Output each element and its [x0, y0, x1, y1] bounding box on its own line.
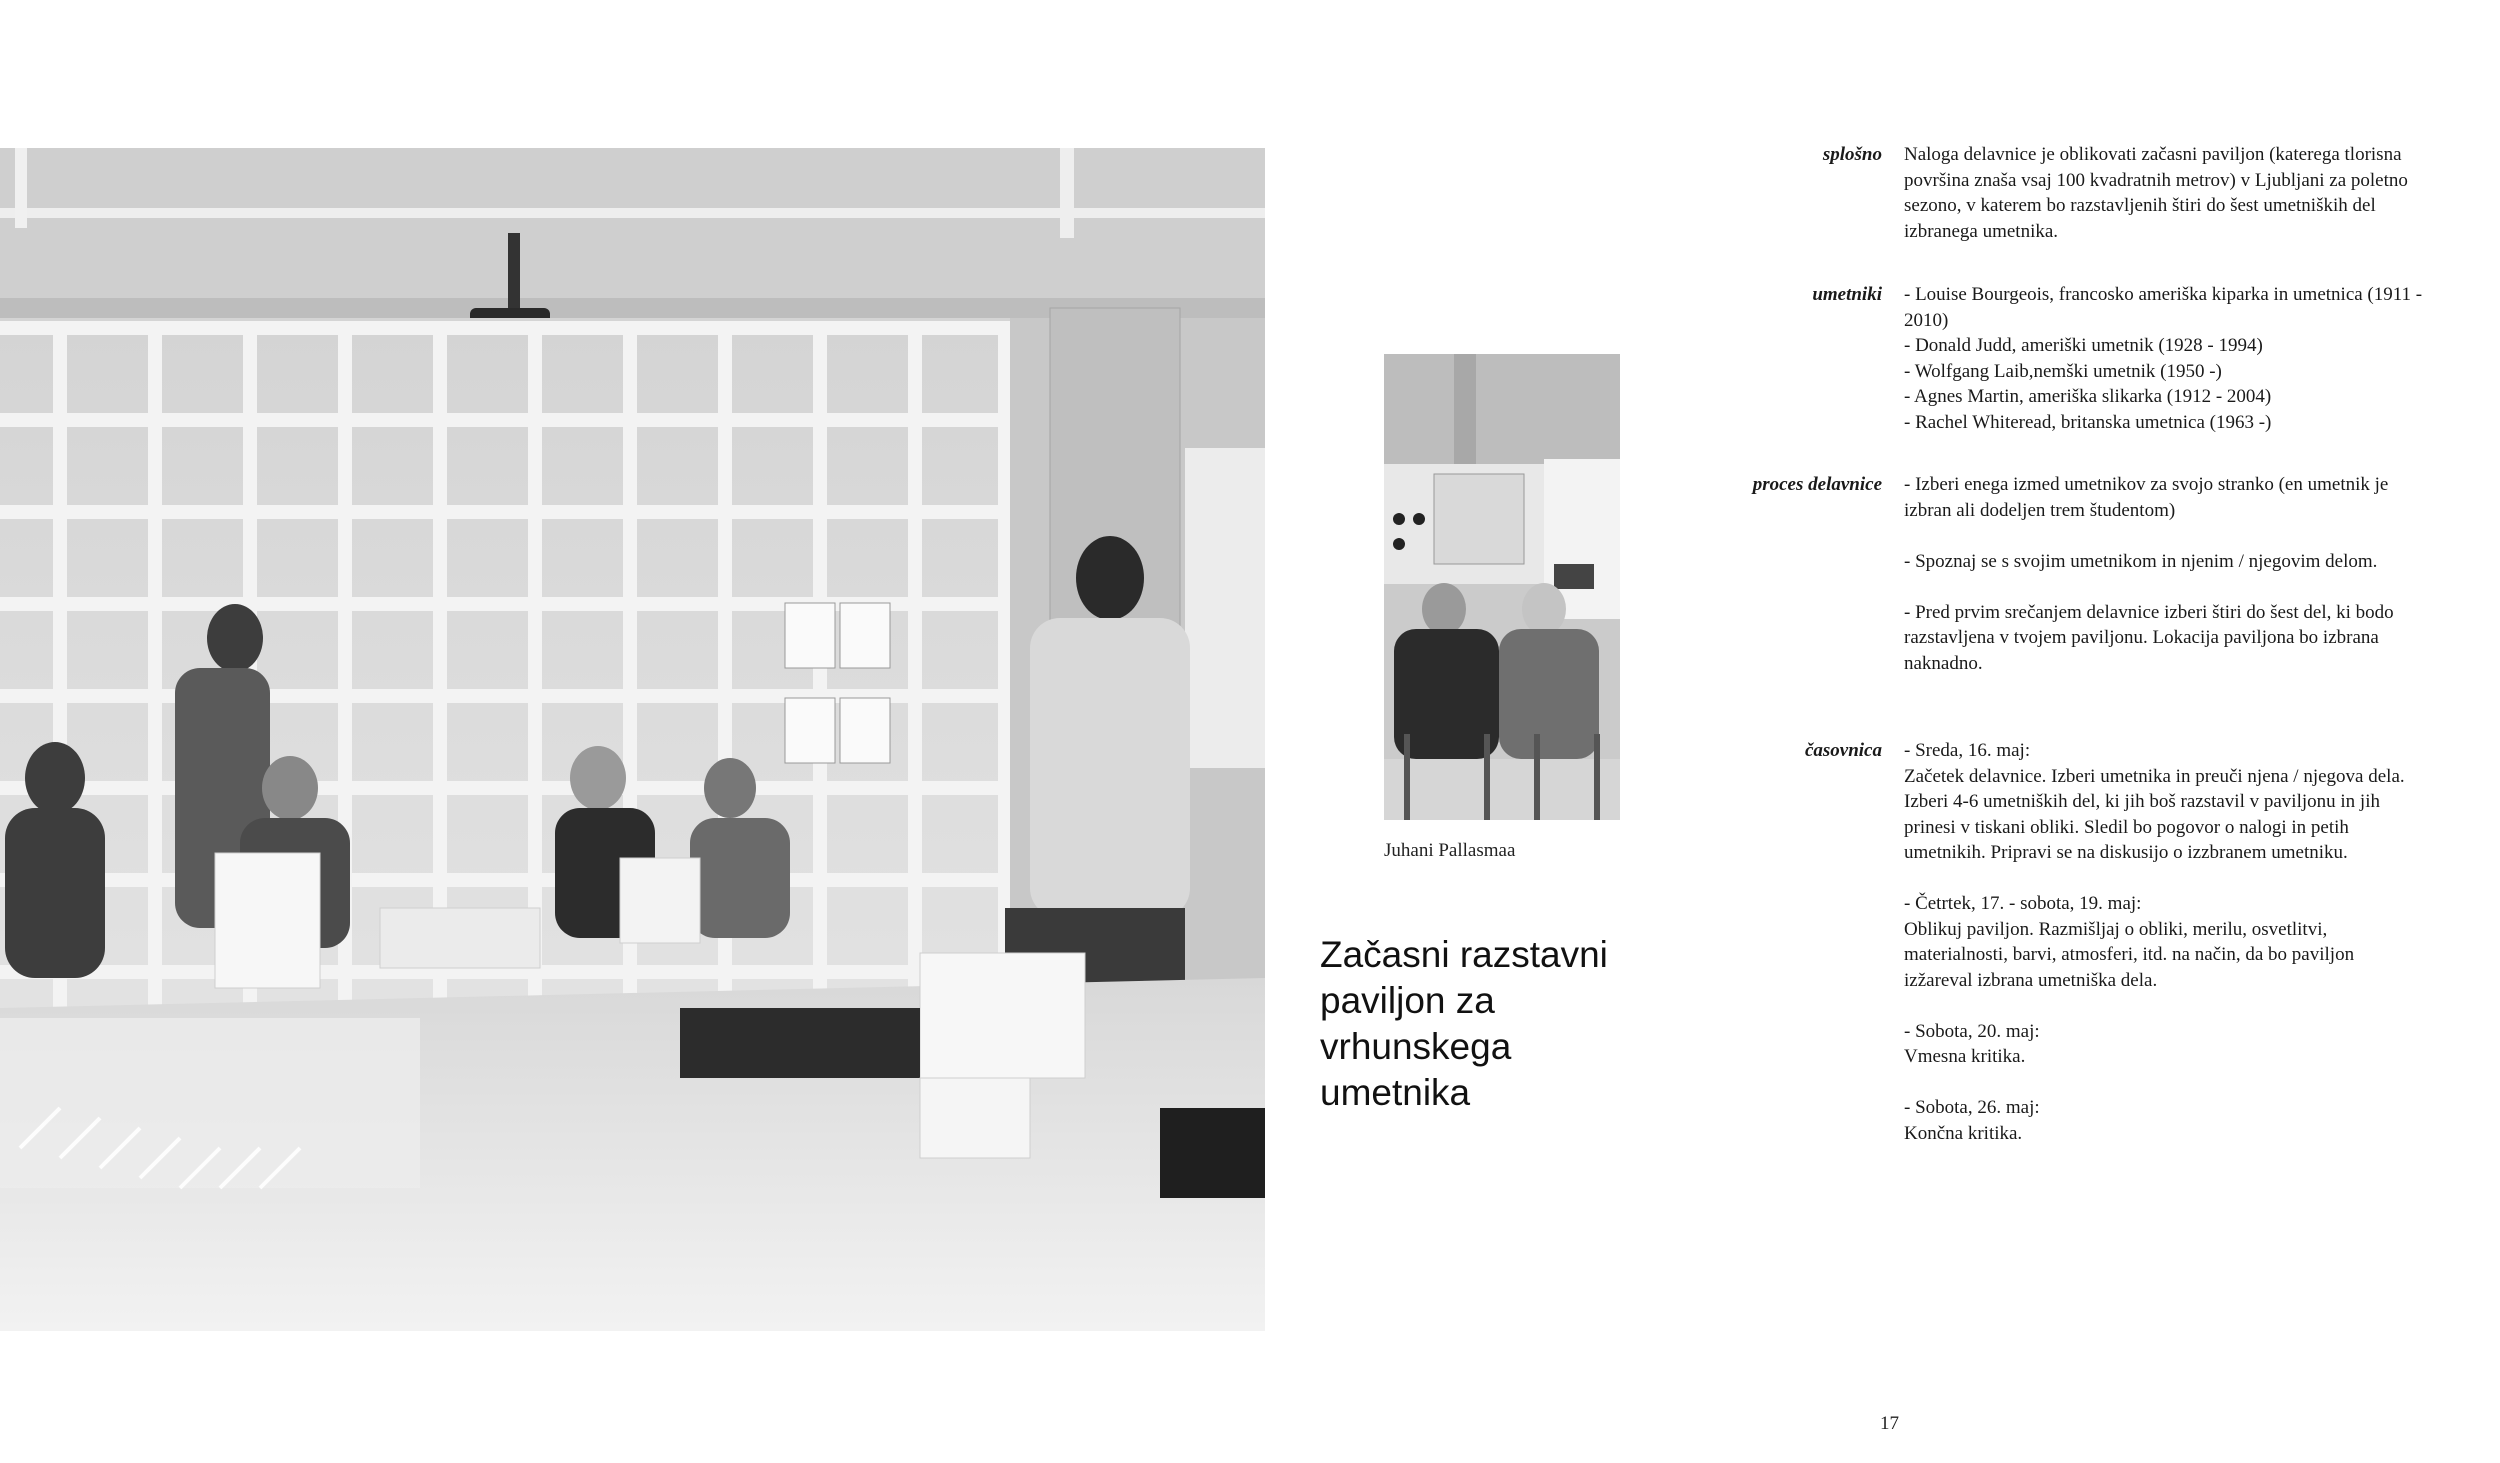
timeline-date: - Sobota, 26. maj: [1904, 1097, 2040, 1118]
timeline-text: Začetek delavnice. Izberi umetnika in preuči njena / njegova dela. Izberi 4-6 umetniških del, ki jih boš razstavil v paviljonu in jih prinesi v tiskani obliki. Sledil bo pogovor o nalogi in petih umetnikih. Pripravi se na diskusijo o izzbranem umetniku. [1904, 765, 2405, 863]
proces-step-1: - Izberi enega izmed umetnikov za svojo stranko (en umetnik je izbran ali dodeljen trem študentom) [1904, 474, 2389, 521]
splosno-text: Naloga delavnice je oblikovati začasni paviljon (katerega tlorisna površina znaša vsaj 100 kvadratnih metrov) v Ljubljani za poletno sezono, v katerem bo razstavljenih štiri do šest umetniških del izbranega umetnika. [1904, 144, 2408, 242]
section-body-splosno [1904, 142, 2424, 244]
timeline-date: - Sobota, 20. maj: [1904, 1020, 2040, 1042]
timeline-date: - Sreda, 16. maj: [1904, 740, 2031, 761]
section-label-casovnica: časovnica [1804, 740, 1882, 761]
section-body-proces [1904, 472, 2424, 676]
section-label-umetniki: umetniki [1812, 284, 1882, 305]
pallasmaa-photo [1384, 354, 1620, 820]
timeline-date: - Četrtek, 17. - sobota, 19. maj: [1904, 893, 2142, 914]
section-body-casovnica [1904, 738, 2424, 1146]
photo-caption: Juhani Pallasmaa [1384, 840, 1516, 861]
artist-item: - Wolfgang Laib,nemški umetnik (1950 -) [1904, 360, 2222, 382]
page-number: 17 [1880, 1413, 1899, 1434]
proces-step-3: - Pred prvim srečanjem delavnice izberi štiri do šest del, ki bodo razstavljena v tvojem paviljonu. Lokacija paviljona bo izbrana naknadno. [1904, 601, 2394, 674]
timeline-text: Oblikuj paviljon. Razmišljaj o obliki, merilu, osvetlitvi, materialnosti, barvi, atmosferi, itd. na način, da bo paviljon izžareval izbrana umetniška dela. [1904, 918, 2355, 991]
artist-item: - Agnes Martin, ameriška slikarka (1912 - 2004) [1904, 386, 2272, 407]
section-body-umetniki [1904, 282, 2424, 435]
page-title: Začasni razstavni paviljon za vrhunskega umetnika [1320, 934, 1608, 1113]
section-label-splosno: splošno [1822, 144, 1882, 165]
workshop-photo [0, 148, 1265, 1331]
artist-item: - Rachel Whiteread, britanska umetnica (1963 -) [1904, 411, 2272, 433]
pallasmaa-photo-illustration [1384, 354, 1620, 820]
timeline-text: Končna kritika. [1904, 1122, 2023, 1144]
timeline-text: Vmesna kritika. [1904, 1046, 2026, 1067]
artist-item: - Louise Bourgeois, francosko ameriška kiparka in umetnica (1911 - 2010) [1904, 284, 2423, 331]
workshop-photo-illustration [0, 148, 1265, 1331]
section-label-proces: proces delavnice [1752, 474, 1882, 495]
proces-step-2: - Spoznaj se s svojim umetnikom in njenim / njegovim delom. [1904, 550, 2378, 572]
artist-item: - Donald Judd, ameriški umetnik (1928 - 1994) [1904, 335, 2263, 356]
